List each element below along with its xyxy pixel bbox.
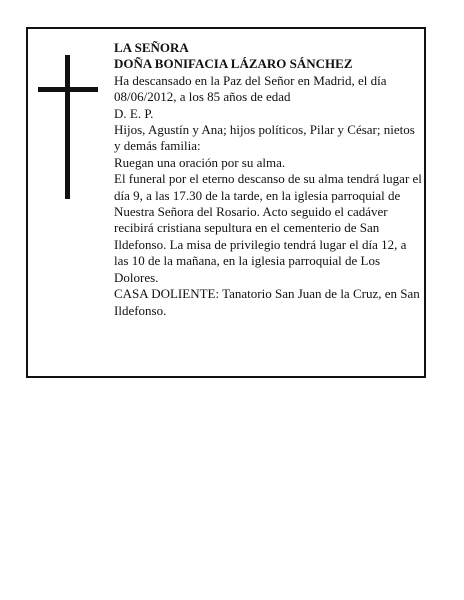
mourning-house: CASA DOLIENTE: Tanatorio San Juan de la Cruz, en San Ildefonso. — [114, 286, 420, 318]
family-list: Hijos, Agustín y Ana; hijos políticos, Pilar y César; nietos y demás familia: — [114, 122, 415, 154]
cross-vertical-bar — [65, 55, 70, 199]
passing-statement: Ha descansado en la Paz del Señor en Madrid, el día 08/06/2012, a los 85 años de edad — [114, 72, 387, 105]
cross-icon — [38, 55, 98, 199]
funeral-details: El funeral por el eterno descanso de su alma tendrá lugar el día 9, a las 17.30 de la tarde, en la iglesia parroquial de Nuestra Señora del Rosario. Acto seguido el cadáver recibirá cristiana sepultura en el cementerio de San Ildefonso. La misa de privilegio tendrá lugar el día 12, a las 10 de la mañana, en la iglesia parroquial de Los Dolores. — [114, 171, 422, 285]
cross-horizontal-bar — [38, 87, 98, 92]
deceased-name: DOÑA BONIFACIA LÁZARO SÁNCHEZ — [114, 56, 353, 72]
prayer-request: Ruegan una oración por su alma. — [114, 154, 286, 170]
notice-title: LA SEÑORA — [114, 40, 189, 55]
notice-text — [114, 40, 422, 319]
obituary-notice — [26, 27, 426, 378]
dep-line: D. E. P. — [114, 105, 154, 121]
